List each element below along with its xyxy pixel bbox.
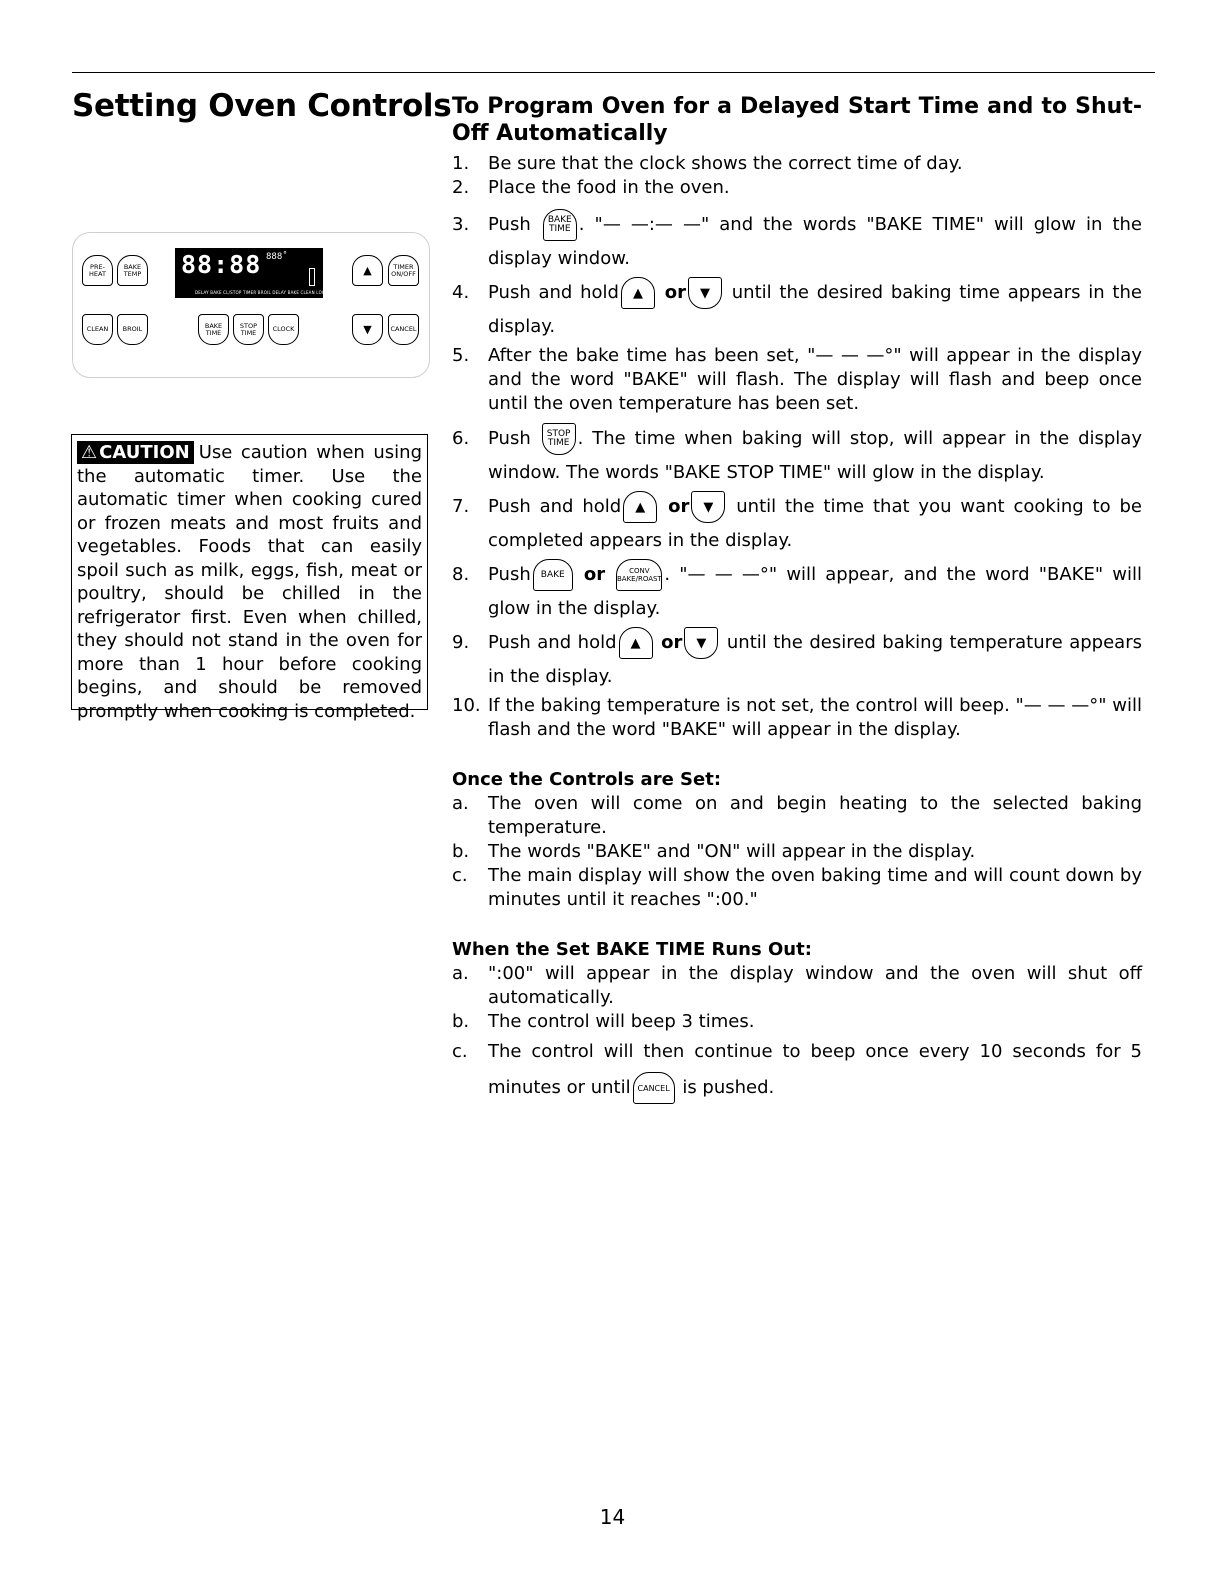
- step-8: [452, 558, 1142, 626]
- preheat-button: PRE- HEAT: [82, 255, 113, 286]
- bake-key-icon: BAKE: [533, 559, 573, 591]
- down-arrow-key-icon: ▼: [691, 491, 725, 523]
- warning-icon: ⚠: [81, 442, 98, 463]
- down-arrow-key-icon: ▼: [688, 277, 722, 309]
- step-number: 6.: [452, 428, 470, 449]
- section-title: To Program Oven for a Delayed Start Time and to Shut-Off Automatically: [452, 94, 1142, 146]
- item-text: The control will beep 3 times.: [488, 1011, 755, 1032]
- item-text: The words "BAKE" and "ON" will appear in the display.: [488, 841, 976, 862]
- item-label: c.: [452, 1041, 468, 1062]
- display-window: [175, 248, 334, 298]
- step-text: After the bake time has been set, "— — —°" will appear in the display and the word "BAKE" will flash. The display will flash and beep once until the oven temperature has been set.: [488, 345, 1142, 414]
- step-text-post: . The time when baking will stop, will appear in the display window. The words "BAKE STOP TIME" will glow in the display.: [488, 428, 1142, 483]
- once-set-heading: Once the Controls are Set:: [452, 769, 722, 790]
- item-text: The oven will come on and begin heating to the selected baking temperature.: [488, 793, 1142, 838]
- step-text: Be sure that the clock shows the correct time of day.: [488, 153, 963, 174]
- top-rule: [72, 72, 1155, 73]
- cancel-key-icon: CANCEL: [633, 1072, 675, 1104]
- caution-text: Use caution when using the automatic timer. Use the automatic timer when cooking cured or frozen meats and most fruits and vegetables. Foods that can easily spoil such as milk, eggs, fish, meat or poultry, should be chilled in the refrigerator first. Even when chilled, they should not stand in the oven for more than 1 hour before cooking begins, and should be removed promptly when cooking is completed.: [77, 442, 422, 722]
- item-text: The main display will show the oven baking time and will count down by minutes until it reaches ":00.": [488, 865, 1142, 910]
- or-label: or: [661, 632, 683, 653]
- up-arrow-key-icon: ▲: [621, 277, 655, 309]
- timer-on-off-button: TIMER ON/OFF: [388, 255, 419, 286]
- item-text-post: is pushed.: [682, 1077, 775, 1098]
- step-text-pre: Push and hold: [488, 282, 619, 303]
- caution-box: [71, 434, 428, 722]
- bake-time-button: BAKE TIME: [198, 314, 229, 345]
- step-1: [452, 152, 1142, 176]
- once-set-item: [452, 864, 1142, 912]
- step-number: 3.: [452, 214, 470, 235]
- step-number: 2.: [452, 177, 470, 198]
- step-5: [452, 344, 1142, 416]
- step-number: 5.: [452, 345, 470, 366]
- up-arrow-button: ▲: [352, 255, 383, 286]
- step-text: If the baking temperature is not set, the control will beep. "— — —°" will flash and the word "BAKE" will appear in the display.: [488, 695, 1142, 740]
- step-4: [452, 276, 1142, 344]
- item-text: ":00" will appear in the display window and the oven will shut off automatically.: [488, 963, 1142, 1008]
- step-text-pre: Push: [488, 214, 531, 235]
- caution-badge-label: CAUTION: [99, 442, 190, 463]
- step-text: Place the food in the oven.: [488, 177, 730, 198]
- runs-out-item: [452, 1034, 1142, 1106]
- display-digits: 88:88: [181, 250, 262, 279]
- step-6: [452, 422, 1142, 490]
- down-arrow-button: ▼: [352, 314, 383, 345]
- or-label: or: [668, 496, 690, 517]
- item-label: c.: [452, 865, 468, 886]
- step-text-pre: Push: [488, 428, 531, 449]
- once-set-item: [452, 792, 1142, 840]
- step-text-pre: Push and hold: [488, 496, 622, 517]
- or-label: or: [583, 564, 606, 585]
- step-text-post: . "— —:— —" and the words "BAKE TIME" will glow in the display window.: [488, 214, 1142, 269]
- up-arrow-key-icon: ▲: [623, 491, 657, 523]
- step-text-post: . "— — —°" will appear, and the word "BAKE" will glow in the display.: [488, 564, 1142, 619]
- step-7: [452, 490, 1142, 558]
- bake-time-key-icon: BAKE TIME: [543, 209, 577, 241]
- item-label: a.: [452, 793, 469, 814]
- instructions-column: [452, 93, 1142, 1106]
- page-number: 14: [599, 1505, 626, 1529]
- once-set-item: [452, 840, 1142, 864]
- display-temp-digits: 888˚: [266, 252, 288, 262]
- step-number: 9.: [452, 632, 470, 653]
- step-number: 1.: [452, 153, 470, 174]
- step-text-post: until the desired baking temperature appears in the display.: [488, 632, 1142, 687]
- or-label: or: [664, 282, 686, 303]
- step-text-pre: Push: [488, 564, 531, 585]
- item-label: b.: [452, 1011, 470, 1032]
- step-number: 8.: [452, 564, 470, 585]
- step-text-post: until the time that you want cooking to be completed appears in the display.: [488, 496, 1142, 551]
- runs-out-item: [452, 1010, 1142, 1034]
- step-9: [452, 626, 1142, 694]
- step-number: 7.: [452, 496, 470, 517]
- item-label: b.: [452, 841, 470, 862]
- runs-out-heading: When the Set BAKE TIME Runs Out:: [452, 939, 812, 960]
- stop-time-key-icon: STOP TIME: [542, 423, 576, 455]
- clean-button: CLEAN: [82, 314, 113, 345]
- step-10: [452, 694, 1142, 742]
- up-arrow-key-icon: ▲: [619, 627, 653, 659]
- caution-badge: [77, 441, 194, 464]
- broil-button: BROIL: [117, 314, 148, 345]
- item-text-pre: The control will then continue to beep once every 10 seconds for 5 minutes or until: [488, 1041, 1142, 1098]
- step-number: 10.: [452, 695, 481, 716]
- stop-time-button: STOP TIME: [233, 314, 264, 345]
- down-arrow-key-icon: ▼: [684, 627, 718, 659]
- step-2: [452, 176, 1142, 200]
- display-lock-indicator: [309, 268, 315, 286]
- conv-bake-roast-key-icon: CONV BAKE/ROAST: [616, 559, 662, 591]
- display-indicators: DELAY BAKE CL/STOP TIMER BROIL DELAY BAKE CLEAN LOCKED: [195, 290, 334, 295]
- step-text-post: until the desired baking time appears in the display.: [488, 282, 1142, 337]
- cancel-button: CANCEL: [388, 314, 419, 345]
- item-label: a.: [452, 963, 469, 984]
- page-title: Setting Oven Controls: [72, 88, 452, 124]
- bake-temp-button: BAKE TEMP: [117, 255, 148, 286]
- step-text-pre: Push and hold: [488, 632, 617, 653]
- clock-button: CLOCK: [268, 314, 299, 345]
- runs-out-item: [452, 962, 1142, 1010]
- step-number: 4.: [452, 282, 470, 303]
- step-3: [452, 208, 1142, 276]
